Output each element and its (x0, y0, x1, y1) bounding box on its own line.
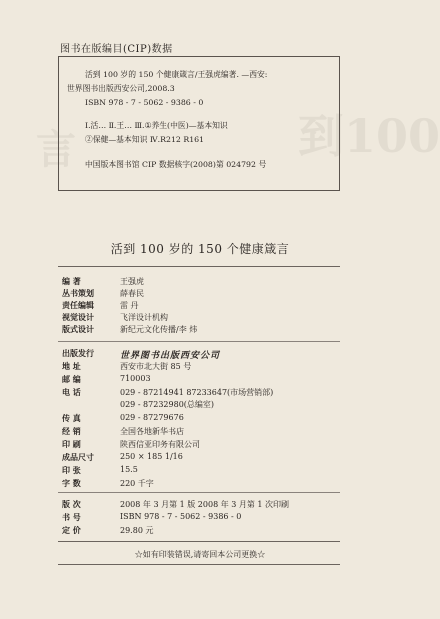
show-through-decoration: 到100 (298, 109, 440, 163)
publishing-row (62, 413, 184, 424)
publishing-label: 电 话 (62, 387, 81, 397)
edition-row (62, 499, 290, 510)
edition-label: 定 价 (62, 525, 81, 535)
credit-row (62, 324, 198, 335)
edition-label: 书 号 (62, 512, 81, 522)
credit-value: 新纪元文化传播/李 炜 (120, 325, 198, 334)
credit-row (62, 276, 144, 287)
cip-line: 世界图书出版西安公司,2008.3 (67, 84, 175, 93)
publishing-value: 220 千字 (120, 479, 154, 488)
publishing-label: 邮 编 (62, 374, 81, 384)
publishing-label: 出版发行 (62, 348, 94, 358)
publisher-name: 世界图书出版西安公司 (120, 351, 221, 361)
credit-label: 责任编辑 (62, 300, 94, 310)
publishing-row (62, 426, 184, 437)
divider (58, 541, 340, 542)
publishing-row (62, 439, 200, 450)
cip-line: Ⅰ.活… Ⅱ.王… Ⅲ.①养生(中医)—基本知识 (85, 121, 228, 130)
cip-data-box (58, 56, 340, 191)
book-title: 活到 100 岁的 150 个健康箴言 (110, 242, 290, 256)
credit-row (62, 300, 139, 311)
divider (58, 341, 340, 342)
return-notice: ☆如有印装错误,请寄回本公司更换☆ (134, 550, 266, 559)
publishing-value: 西安市北大街 85 号 (120, 362, 192, 371)
publishing-value: 全国各地新华书店 (120, 427, 184, 436)
publishing-label: 传 真 (62, 413, 81, 423)
cip-line: 中国版本图书馆 CIP 数据核字(2008)第 024792 号 (85, 160, 267, 169)
credit-value: 飞洋设计机构 (120, 313, 168, 322)
credit-label: 丛书策划 (62, 288, 94, 298)
publishing-row (62, 361, 192, 372)
publishing-row (62, 452, 183, 463)
cip-heading: 图书在版编目(CIP)数据 (60, 44, 173, 55)
edition-row (62, 512, 242, 523)
publishing-label: 经 销 (62, 426, 81, 436)
edition-label: 版 次 (62, 499, 81, 509)
cip-line: 活到 100 岁的 150 个健康箴言/王强虎编著. —西安: (85, 70, 268, 79)
credit-value: 薛春民 (120, 289, 144, 298)
publishing-row (62, 387, 274, 398)
publishing-value: 029 - 87232980(总编室) (120, 400, 215, 409)
publishing-row (62, 374, 151, 385)
publishing-label: 地 址 (62, 361, 81, 371)
publishing-value: 15.5 (120, 465, 138, 474)
credit-label: 视觉设计 (62, 312, 94, 322)
divider (58, 266, 340, 267)
show-through-decoration: 言 (36, 126, 76, 173)
edition-value: ISBN 978 - 7 - 5062 - 9386 - 0 (120, 512, 242, 521)
credit-value: 王强虎 (120, 277, 144, 286)
cip-line: ISBN 978 - 7 - 5062 - 9386 - 0 (85, 98, 204, 107)
edition-value: 29.80 元 (120, 526, 154, 535)
publishing-value: 029 - 87214941 87233647(市场营销部) (120, 388, 274, 397)
publishing-value: 250 × 185 1/16 (120, 452, 183, 461)
credit-row (62, 288, 144, 299)
publishing-row (62, 465, 138, 476)
publishing-value: 陕西信亚印务有限公司 (120, 440, 200, 449)
publishing-row (62, 478, 154, 489)
publishing-value: 710003 (120, 374, 151, 383)
publishing-label: 成品尺寸 (62, 452, 94, 462)
cip-line: ②保健—基本知识 Ⅳ.R212 R161 (85, 135, 205, 144)
divider (58, 492, 340, 493)
publishing-value: 029 - 87279676 (120, 413, 184, 422)
edition-value: 2008 年 3 月第 1 版 2008 年 3 月第 1 次印刷 (120, 500, 290, 509)
credit-row (62, 312, 168, 323)
divider (58, 564, 340, 565)
edition-row (62, 525, 154, 536)
credit-label: 版式设计 (62, 324, 94, 334)
credit-label: 编 著 (62, 276, 81, 286)
publishing-label: 印 刷 (62, 439, 81, 449)
publishing-row (62, 348, 221, 361)
publishing-label: 字 数 (62, 478, 81, 488)
publishing-label: 印 张 (62, 465, 81, 475)
credit-value: 雷 丹 (120, 301, 139, 310)
